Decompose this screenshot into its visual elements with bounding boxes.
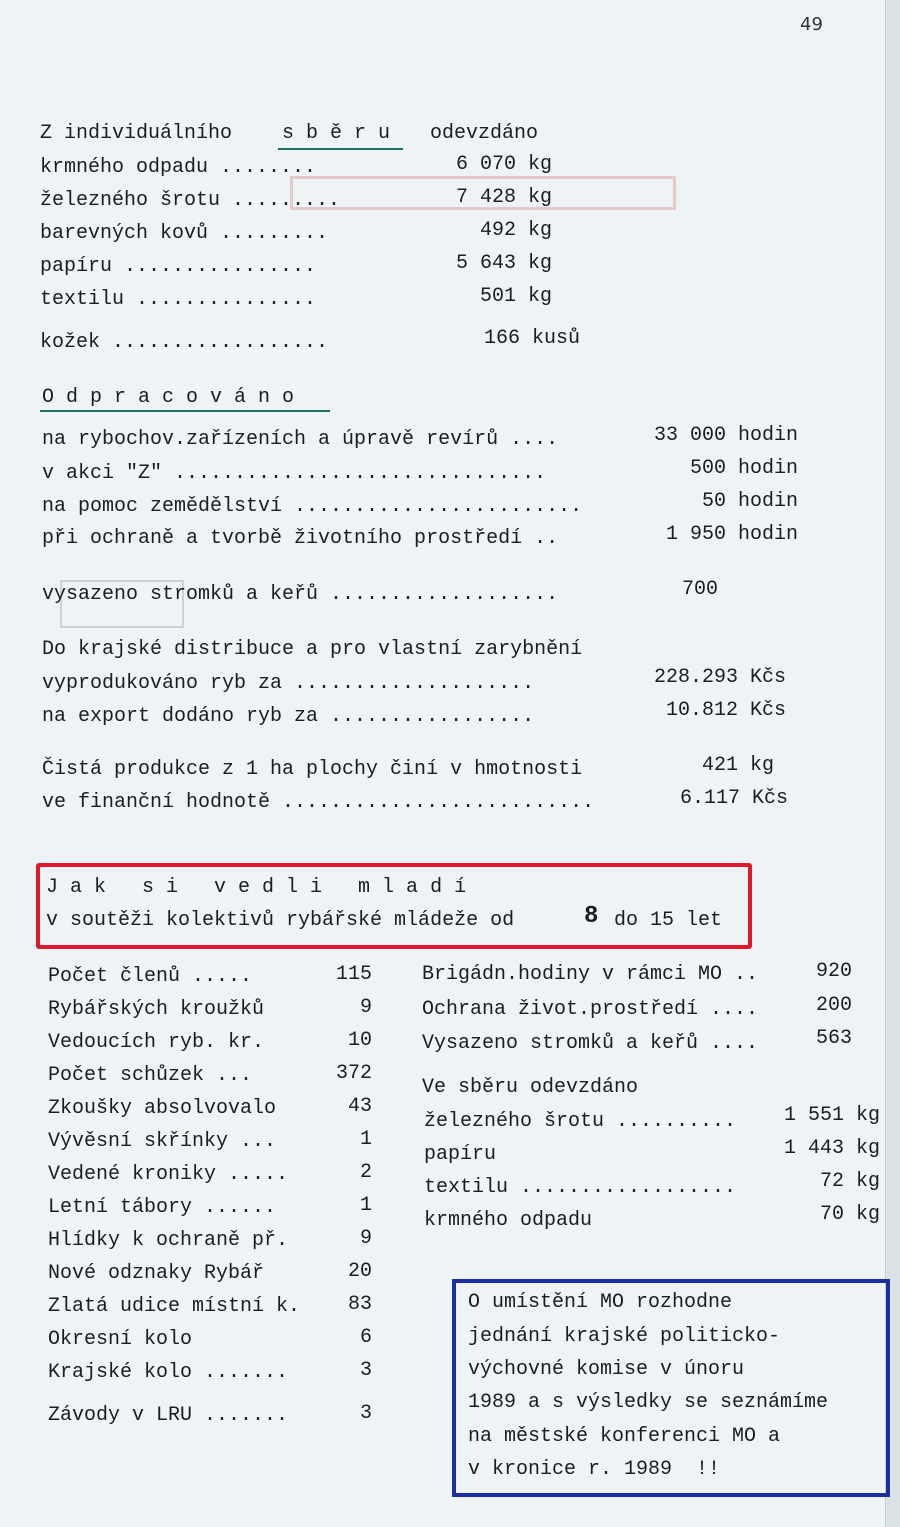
right-stat-value: 563 bbox=[815, 1027, 852, 1050]
produkce-label: ve finanční hodnotě .......................... bbox=[42, 791, 595, 814]
produkce-value: 421 kg bbox=[701, 754, 774, 777]
stat-label: Zlatá udice místní k. bbox=[48, 1295, 301, 1318]
sber-underline bbox=[278, 148, 403, 150]
right-sber-label: železného šrotu .......... bbox=[424, 1110, 737, 1133]
odpracovano-label: na rybochov.zařízeních a úpravě revírů .... bbox=[42, 428, 559, 451]
odpracovano-value: 1 950 hodin bbox=[665, 523, 798, 546]
right-sber-label: krmného odpadu bbox=[424, 1209, 593, 1232]
right-sber-label: textilu .................. bbox=[424, 1176, 737, 1199]
right-stat-label: Vysazeno stromků a keřů .... bbox=[422, 1032, 759, 1055]
note-line: O umístění MO rozhodne bbox=[468, 1291, 733, 1314]
right-stat-label: Brigádn.hodiny v rámci MO .. bbox=[422, 963, 759, 986]
stat-label: Letní tábory ...... bbox=[48, 1196, 277, 1219]
distribuce-value: 228.293 Kčs bbox=[653, 666, 786, 689]
stat-label: Krajské kolo ....... bbox=[48, 1361, 289, 1384]
mladi-age-from: 8 bbox=[584, 903, 599, 930]
stat-value: 1 bbox=[359, 1128, 372, 1151]
stat-label: Vedené kroniky ..... bbox=[48, 1163, 289, 1186]
odpracovano-label: v akci "Z" ............................... bbox=[42, 462, 547, 485]
stat-value: 3 bbox=[359, 1402, 372, 1425]
sber-intro-a: Z individuálního bbox=[40, 122, 233, 145]
distribuce-label: na export dodáno ryb za ................. bbox=[42, 705, 535, 728]
right-stat-value: 920 bbox=[815, 960, 852, 983]
right-sber-value: 70 kg bbox=[819, 1203, 880, 1226]
stat-label: Okresní kolo bbox=[48, 1328, 193, 1351]
stat-label: Počet schůzek ... bbox=[48, 1064, 253, 1087]
stat-value: 2 bbox=[359, 1161, 372, 1184]
stat-label: Nové odznaky Rybář bbox=[48, 1262, 265, 1285]
distribuce-value: 10.812 Kčs bbox=[665, 699, 786, 722]
stat-value: 3 bbox=[359, 1359, 372, 1382]
mladi-subline: v soutěži kolektivů rybářské mládeže od bbox=[46, 909, 515, 932]
right-sber-value: 1 551 kg bbox=[783, 1104, 880, 1127]
sber-value: 501 kg bbox=[479, 285, 552, 308]
stat-label: Závody v LRU ....... bbox=[48, 1404, 289, 1427]
sber-intro-c: odevzdáno bbox=[430, 122, 539, 145]
sber-label: železného šrotu ......... bbox=[40, 189, 341, 212]
odpracovano-underline bbox=[40, 410, 330, 412]
odpracovano-value: 33 000 hodin bbox=[653, 424, 798, 447]
sber-label: barevných kovů ......... bbox=[40, 222, 329, 245]
note-line: jednání krajské politicko- bbox=[468, 1325, 781, 1348]
stat-value: 1 bbox=[359, 1194, 372, 1217]
distribuce-label: vyprodukováno ryb za .................... bbox=[42, 672, 535, 695]
right-stat-label: Ochrana život.prostředí .... bbox=[422, 998, 759, 1021]
right-sber-heading: Ve sběru odevzdáno bbox=[422, 1076, 639, 1099]
sber-label: papíru ................ bbox=[40, 255, 317, 278]
sber-label: kožek .................. bbox=[40, 331, 329, 354]
stat-value: 115 bbox=[335, 963, 372, 986]
odpracovano-label: vysazeno stromků a keřů ................... bbox=[42, 583, 559, 606]
stat-label: Vývěsní skřínky ... bbox=[48, 1130, 277, 1153]
note-line: výchovné komise v únoru bbox=[468, 1358, 745, 1381]
mladi-heading: J a k s i v e d l i m l a d í bbox=[46, 876, 467, 899]
stat-label: Zkoušky absolvovalo bbox=[48, 1097, 277, 1120]
stat-value: 43 bbox=[347, 1095, 372, 1118]
stat-label: Rybářských kroužků bbox=[48, 998, 265, 1021]
odpracovano-value: 700 bbox=[681, 578, 718, 601]
stat-value: 10 bbox=[347, 1029, 372, 1052]
note-line: 1989 a s výsledky se seznámíme bbox=[468, 1391, 829, 1414]
stat-label: Vedoucích ryb. kr. bbox=[48, 1031, 265, 1054]
right-sber-value: 1 443 kg bbox=[783, 1137, 880, 1160]
note-line: na městské konferenci MO a bbox=[468, 1425, 781, 1448]
right-sber-value: 72 kg bbox=[819, 1170, 880, 1193]
right-stat-value: 200 bbox=[815, 994, 852, 1017]
odpracovano-label: na pomoc zemědělství ........................ bbox=[42, 495, 583, 518]
stat-value: 9 bbox=[359, 1227, 372, 1250]
note-line: v kronice r. 1989 !! bbox=[468, 1458, 721, 1481]
stat-label: Hlídky k ochraně př. bbox=[48, 1229, 289, 1252]
sber-value: 7 428 kg bbox=[455, 186, 552, 209]
stat-label: Počet členů ..... bbox=[48, 965, 253, 988]
sber-label: textilu ............... bbox=[40, 288, 317, 311]
right-sber-label: papíru bbox=[424, 1143, 497, 1166]
odpracovano-value: 50 hodin bbox=[701, 490, 798, 513]
sber-value: 492 kg bbox=[479, 219, 552, 242]
page-number: 49 bbox=[800, 14, 823, 35]
sber-value: 6 070 kg bbox=[455, 153, 552, 176]
odpracovano-value: 500 hodin bbox=[689, 457, 798, 480]
produkce-label: Čistá produkce z 1 ha plochy činí v hmotnosti bbox=[42, 758, 583, 781]
stat-value: 6 bbox=[359, 1326, 372, 1349]
sber-value: 166 kusů bbox=[483, 327, 580, 350]
stat-value: 372 bbox=[335, 1062, 372, 1085]
sber-value: 5 643 kg bbox=[455, 252, 552, 275]
stat-value: 9 bbox=[359, 996, 372, 1019]
distribuce-line: Do krajské distribuce a pro vlastní zarybnění bbox=[42, 638, 583, 661]
stat-value: 20 bbox=[347, 1260, 372, 1283]
odpracovano-label: při ochraně a tvorbě životního prostředí .. bbox=[42, 527, 559, 550]
mladi-age-to: do 15 let bbox=[614, 909, 723, 932]
odpracovano-heading: O d p r a c o v á n o bbox=[42, 386, 295, 409]
sber-intro-b: s b ě r u bbox=[282, 122, 391, 145]
sber-label: krmného odpadu ........ bbox=[40, 156, 317, 179]
stat-value: 83 bbox=[347, 1293, 372, 1316]
produkce-value: 6.117 Kčs bbox=[679, 787, 788, 810]
